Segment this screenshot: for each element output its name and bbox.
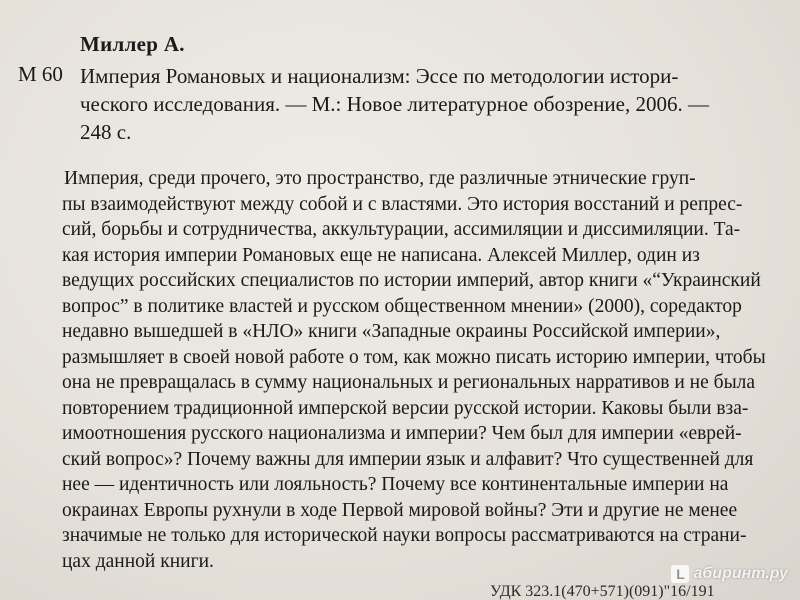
watermark-badge-icon: L: [671, 565, 689, 583]
udc-classification: УДК 323.1(470+571)(091)"16/191: [490, 583, 715, 600]
annotation-line: повторением традиционной имперской версии русской истории. Каковы были вза-: [62, 397, 749, 419]
annotation-line: недавно вышедшей в «НЛО» книги «Западные окраины Российской империи»,: [62, 321, 721, 342]
annotation-line: имоотношения русского национализма и империи? Чем был для империи «еврей-: [62, 423, 742, 444]
annotation-line: ский вопрос»? Почему важны для империи язык и алфавит? Что существенней для: [62, 448, 754, 470]
annotation-paragraph: [62, 166, 782, 574]
library-code: М 60: [18, 62, 63, 86]
annotation-line: нее — идентичность или лояльность? Почему все континентальные империи на: [62, 474, 729, 495]
annotation-line: она не превращалась в сумму национальных и региональных нарративов и не была: [62, 372, 756, 393]
annotation-line: цах данной книги.: [62, 550, 214, 572]
annotation-line: окраинах Европы рухнули в ходе Первой мировой войны? Эти и другие не менее: [62, 499, 738, 521]
annotation-line: размышляет в своей новой работе о том, как можно писать историю империи, чтобы: [62, 346, 766, 368]
bibliography-line: 248 с.: [80, 120, 132, 144]
author-name: Миллер А.: [80, 32, 185, 56]
annotation-line: сий, борьбы и сотрудничества, аккультурации, ассимиляции и диссимиляции. Та-: [62, 219, 741, 240]
annotation-line: пы взаимодействуют между собой и с властями. Это история восстаний и репрес-: [62, 193, 743, 215]
bibliography-line: ческого исследования. — М.: Новое литературное обозрение, 2006. —: [80, 92, 709, 116]
annotation-line: значимые не только для исторической науки вопросы рассматриваются на страни-: [62, 525, 747, 546]
annotation-line: ведущих российских специалистов по истории империй, автор книги «“Украинский: [62, 270, 761, 291]
watermark-logo: [671, 565, 788, 583]
bibliography-line: Империя Романовых и национализм: Эссе по методологии истори-: [80, 64, 679, 88]
annotation-line: кая история империи Романовых еще не написана. Алексей Миллер, один из: [62, 244, 700, 266]
annotation-line: вопрос” в политике властей и русском общественном мнении» (2000), соредактор: [62, 295, 742, 317]
annotation-line: Империя, среди прочего, это пространство, где различные этнические груп-: [64, 168, 696, 189]
watermark-text: абиринт.ру: [693, 565, 788, 582]
bibliographic-description: [80, 62, 790, 146]
